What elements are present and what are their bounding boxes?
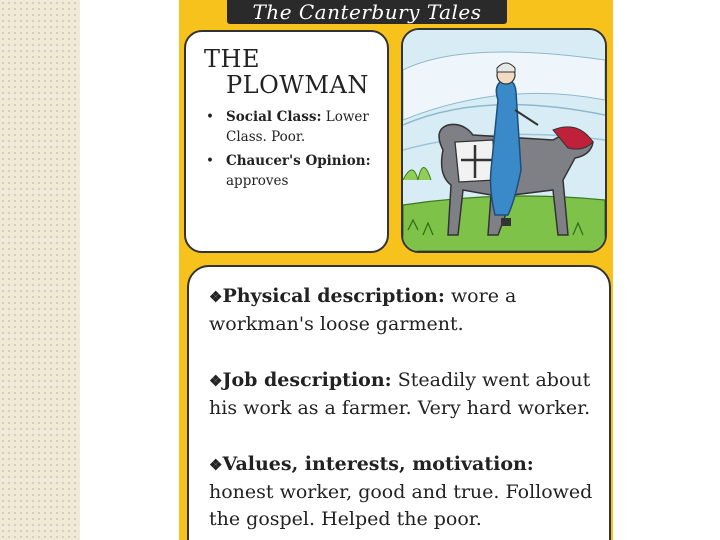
social-class-label: Social Class: (226, 109, 322, 125)
diamond-bullet-icon: ❖ (209, 288, 223, 306)
illustration-box (401, 28, 607, 253)
values-description-text: honest worker, good and true. Followed the gospel. Helped the poor. (209, 481, 593, 530)
social-class-value: Lower Class. Poor. (226, 109, 369, 145)
card-title: The Canterbury Tales (252, 0, 482, 24)
plowman-on-horse-illustration (403, 30, 605, 251)
job-description-text: Steadily went about his work as a farmer. Very hard worker. (209, 369, 591, 419)
decorative-sidebar (0, 0, 80, 540)
character-info-box (184, 30, 389, 253)
character-name-line2: PLOWMAN (226, 71, 369, 99)
title-banner (227, 0, 507, 24)
description-box (187, 265, 611, 540)
character-name (204, 46, 369, 98)
values-description-label: Values, interests, motivation: (222, 453, 534, 475)
values-description (209, 451, 599, 533)
job-description (209, 367, 599, 422)
chaucer-opinion-value: approves (226, 173, 289, 189)
social-class-item (202, 107, 384, 147)
physical-description (209, 283, 599, 338)
chaucer-opinion-item (202, 151, 384, 191)
character-facts (202, 107, 384, 195)
character-name-line1: THE (204, 45, 260, 73)
job-description-label: Job description: (222, 369, 392, 391)
diamond-bullet-icon: ❖ (209, 456, 223, 474)
diamond-bullet-icon: ❖ (209, 372, 223, 390)
character-card (179, 0, 613, 540)
chaucer-opinion-label: Chaucer's Opinion: (226, 153, 371, 169)
physical-description-text: wore a workman's loose garment. (209, 285, 517, 335)
physical-description-label: Physical description: (222, 285, 445, 307)
